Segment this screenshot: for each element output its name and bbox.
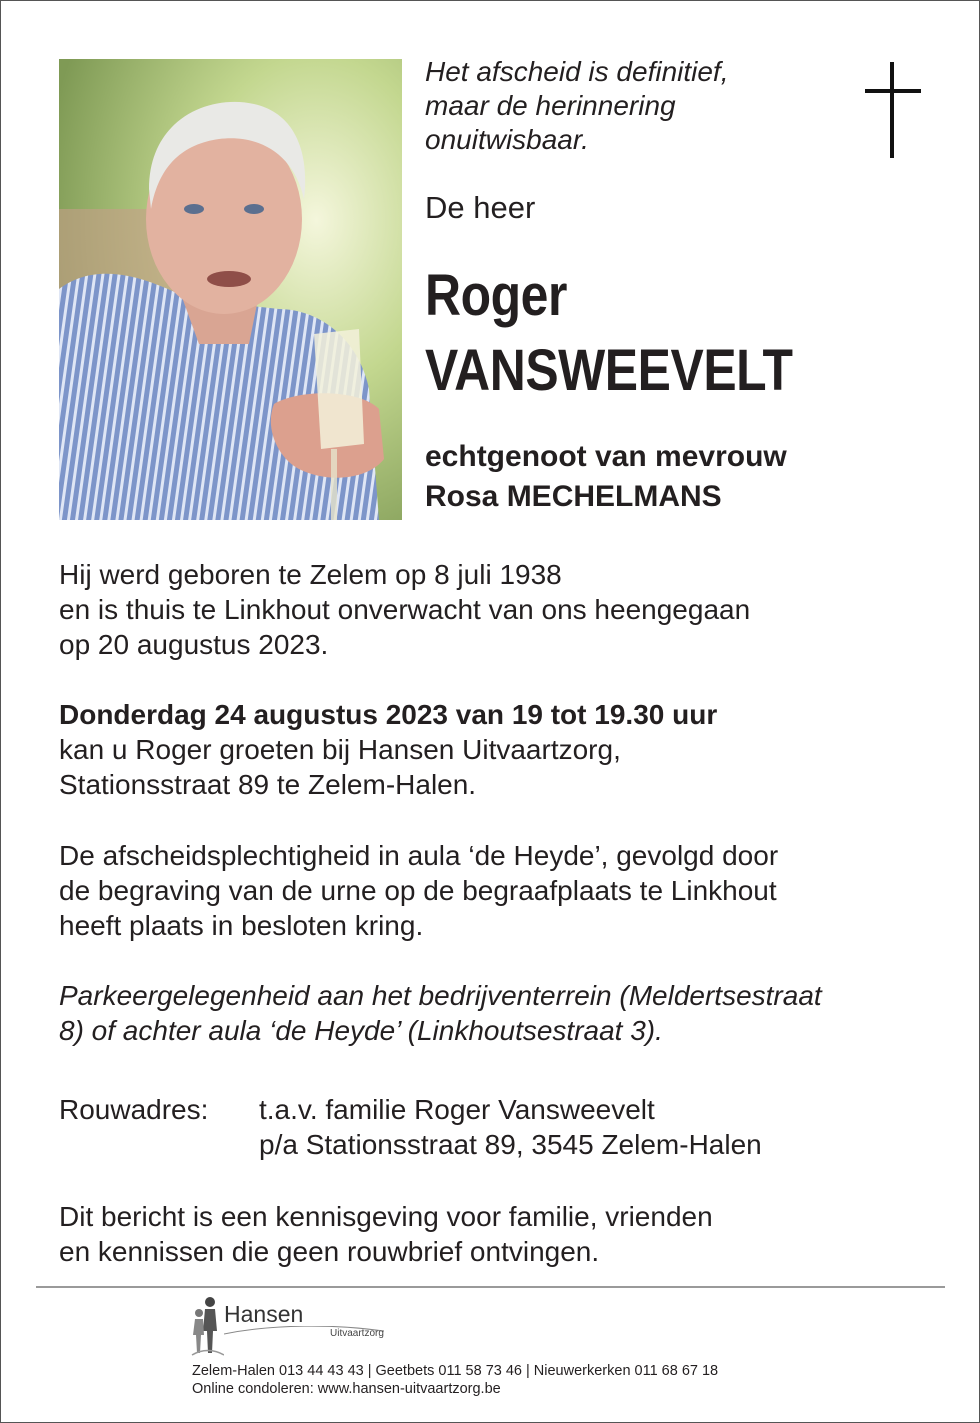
quote-line: maar de herinnering xyxy=(425,90,676,121)
paragraph-line: en is thuis te Linkhout onverwacht van ons heengegaan xyxy=(59,594,751,625)
portrait-photo xyxy=(59,59,402,520)
paragraph-line: De afscheidsplechtigheid in aula ‘de Heyde’, gevolgd door xyxy=(59,840,779,871)
paragraph-line: kan u Roger groeten bij Hansen Uitvaartzorg, xyxy=(59,734,621,765)
footer-contact: Zelem-Halen 013 44 43 43 | Geetbets 011 58 73 46 | Nieuwerkerken 011 68 67 18 xyxy=(192,1363,719,1379)
paragraph-line: op 20 augustus 2023. xyxy=(59,629,329,660)
deceased-last-name: VANSWEEVELT xyxy=(425,338,793,403)
spouse-info xyxy=(425,437,787,517)
logo-figures-icon xyxy=(190,1295,224,1357)
paragraph-line: en kennissen die geen rouwbrief ontvingen. xyxy=(59,1236,600,1267)
footer-condolence: Online condoleren: www.hansen-uitvaartzorg.be xyxy=(192,1381,501,1397)
paragraph-line: Stationsstraat 89 te Zelem-Halen. xyxy=(59,769,477,800)
spouse-name: Rosa MECHELMANS xyxy=(425,480,722,513)
funeral-home-logo xyxy=(190,1293,410,1359)
visitation-paragraph xyxy=(59,697,717,802)
memorial-quote xyxy=(425,55,729,157)
paragraph-line: Parkeergelegenheid aan het bedrijventerrein (Meldertsestraat xyxy=(59,980,822,1011)
ceremony-paragraph xyxy=(59,838,778,943)
birth-death-paragraph xyxy=(59,557,750,662)
paragraph-line: de begraving van de urne op de begraafplaats te Linkhout xyxy=(59,875,777,906)
deceased-first-name: Roger xyxy=(425,263,567,328)
spouse-line: echtgenoot van mevrouw xyxy=(425,440,787,473)
logo-name: Hansen xyxy=(224,1301,304,1327)
address-line: p/a Stationsstraat 89, 3545 Zelem-Halen xyxy=(259,1129,762,1160)
paragraph-line: Hij werd geboren te Zelem op 8 juli 1938 xyxy=(59,559,562,590)
visitation-heading: Donderdag 24 augustus 2023 van 19 tot 19.30 uur xyxy=(59,699,718,730)
honorific: De heer xyxy=(425,190,536,225)
address-lines xyxy=(259,1092,762,1162)
parking-paragraph xyxy=(59,978,822,1048)
address-line: t.a.v. familie Roger Vansweevelt xyxy=(259,1094,655,1125)
footer-divider xyxy=(36,1286,945,1288)
logo-subtitle: Uitvaartzorg xyxy=(330,1328,384,1339)
notice-paragraph xyxy=(59,1199,713,1269)
address-label: Rouwadres: xyxy=(59,1094,209,1125)
paragraph-line: Dit bericht is een kennisgeving voor familie, vrienden xyxy=(59,1201,713,1232)
paragraph-line: 8) of achter aula ‘de Heyde’ (Linkhoutsestraat 3). xyxy=(59,1015,663,1046)
quote-line: onuitwisbaar. xyxy=(425,124,589,155)
mourning-address xyxy=(59,1092,939,1162)
cross-icon xyxy=(865,62,921,158)
quote-line: Het afscheid is definitief, xyxy=(425,56,729,87)
paragraph-line: heeft plaats in besloten kring. xyxy=(59,910,424,941)
